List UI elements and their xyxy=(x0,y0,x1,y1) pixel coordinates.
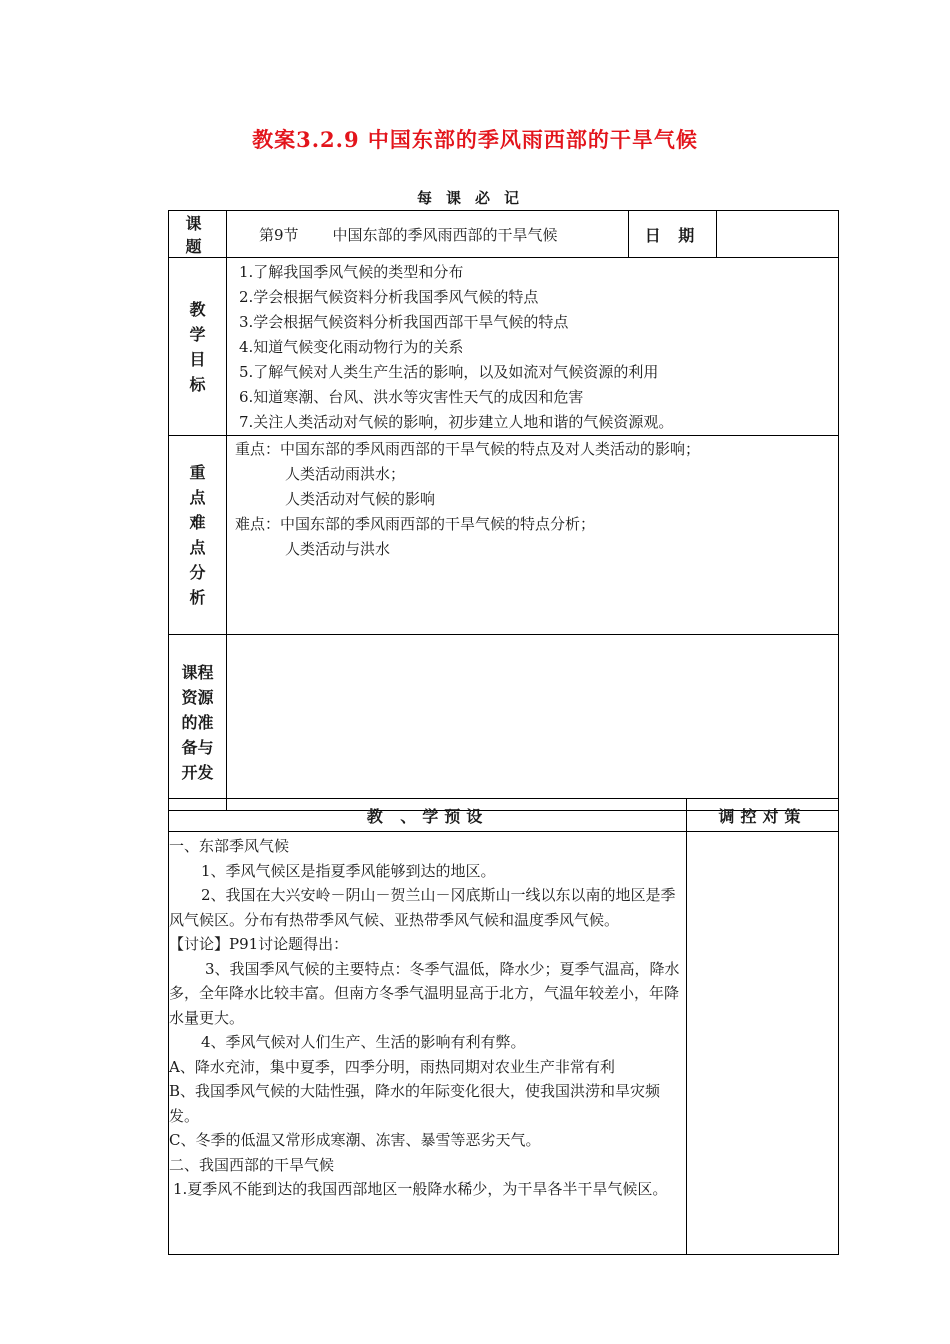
plan-paragraph: 【讨论】P91讨论题得出： xyxy=(169,935,349,953)
plan-paragraph: 4、季风气候对人们生产、生活的影响有利有弊。 xyxy=(201,1033,526,1051)
strategy-content xyxy=(687,832,839,1255)
key-points-label: 重 点 难 点 分 析 xyxy=(169,436,227,635)
topic-text: 中国东部的季风雨西部的干旱气候 xyxy=(332,225,558,244)
plan-paragraph: 二、我国西部的干旱气候 xyxy=(169,1155,335,1174)
lesson-plan-table xyxy=(168,798,839,1255)
plan-paragraph: 2、我国在大兴安岭－阴山－贺兰山－冈底斯山一线以东以南的地区是季风气候区。分布有热带季风气候、亚热带季风气候和温度季风气候。 xyxy=(169,886,676,929)
section-number: 第9节 xyxy=(259,225,299,244)
objective-item: 3.学会根据气候资料分析我国西部干旱气候的特点 xyxy=(239,313,569,331)
plan-header: 教 、学预设 xyxy=(169,799,687,832)
key-point-line: 重点：中国东部的季风雨西部的干旱气候的特点及对人类活动的影响； xyxy=(235,440,701,458)
objectives-list xyxy=(227,258,839,436)
date-label: 日 期 xyxy=(629,211,717,258)
objective-item: 7.关注人类活动对气候的影响，初步建立人地和谐的气候资源观。 xyxy=(239,413,674,431)
key-point-line: 人类活动对气候的影响 xyxy=(285,490,436,508)
objectives-label: 教 学 目 标 xyxy=(169,258,227,436)
plan-paragraph: 3、我国季风气候的主要特点：冬季气温低，降水少；夏季气温高，降水多，全年降水比较丰富。但南方冬季气温明显高于北方，气温年较差小，年降水量更大。 xyxy=(169,959,680,1027)
objective-item: 5.了解气候对人类生产生活的影响，以及如流对气候资源的利用 xyxy=(239,363,659,381)
resources-label: 课程 资源 的准 备与 开发 xyxy=(169,635,227,811)
key-point-line: 难点：中国东部的季风雨西部的干旱气候的特点分析； xyxy=(235,515,596,533)
date-value xyxy=(717,211,839,258)
key-point-line: 人类活动雨洪水； xyxy=(285,465,406,483)
topic-label: 课 题 xyxy=(169,211,227,258)
plan-content xyxy=(169,832,687,1255)
document-title: 教案3.2.9 中国东部的季风雨西部的干旱气候 xyxy=(252,127,698,152)
plan-paragraph: 一、东部季风气候 xyxy=(169,837,290,855)
lesson-info-table xyxy=(168,210,839,811)
objective-item: 2.学会根据气候资料分析我国季风气候的特点 xyxy=(239,288,539,306)
plan-paragraph: A、降水充沛，集中夏季，四季分明，雨热同期对农业生产非常有利 xyxy=(169,1057,615,1076)
plan-paragraph: 1、季风气候区是指夏季风能够到达的地区。 xyxy=(201,861,496,880)
plan-paragraph: 1.夏季风不能到达的我国西部地区一般降水稀少，为干旱各半干旱气候区。 xyxy=(173,1180,668,1198)
key-point-line: 人类活动与洪水 xyxy=(285,540,391,558)
topic-cell xyxy=(227,211,629,258)
objective-item: 6.知道寒潮、台风、洪水等灾害性天气的成因和危害 xyxy=(239,388,584,406)
document-subtitle: 每课必记 xyxy=(416,189,533,207)
resources-content xyxy=(227,635,839,811)
objective-item: 4.知道气候变化雨动物行为的关系 xyxy=(239,338,464,356)
plan-paragraph: C、冬季的低温又常形成寒潮、冻害、暴雪等恶劣天气。 xyxy=(169,1131,541,1149)
objective-item: 1.了解我国季风气候的类型和分布 xyxy=(239,263,464,281)
plan-paragraph: B、我国季风气候的大陆性强，降水的年际变化很大，使我国洪涝和旱灾频发。 xyxy=(169,1082,661,1125)
strategy-header: 调控对策 xyxy=(687,799,839,832)
key-points-content xyxy=(227,436,839,635)
